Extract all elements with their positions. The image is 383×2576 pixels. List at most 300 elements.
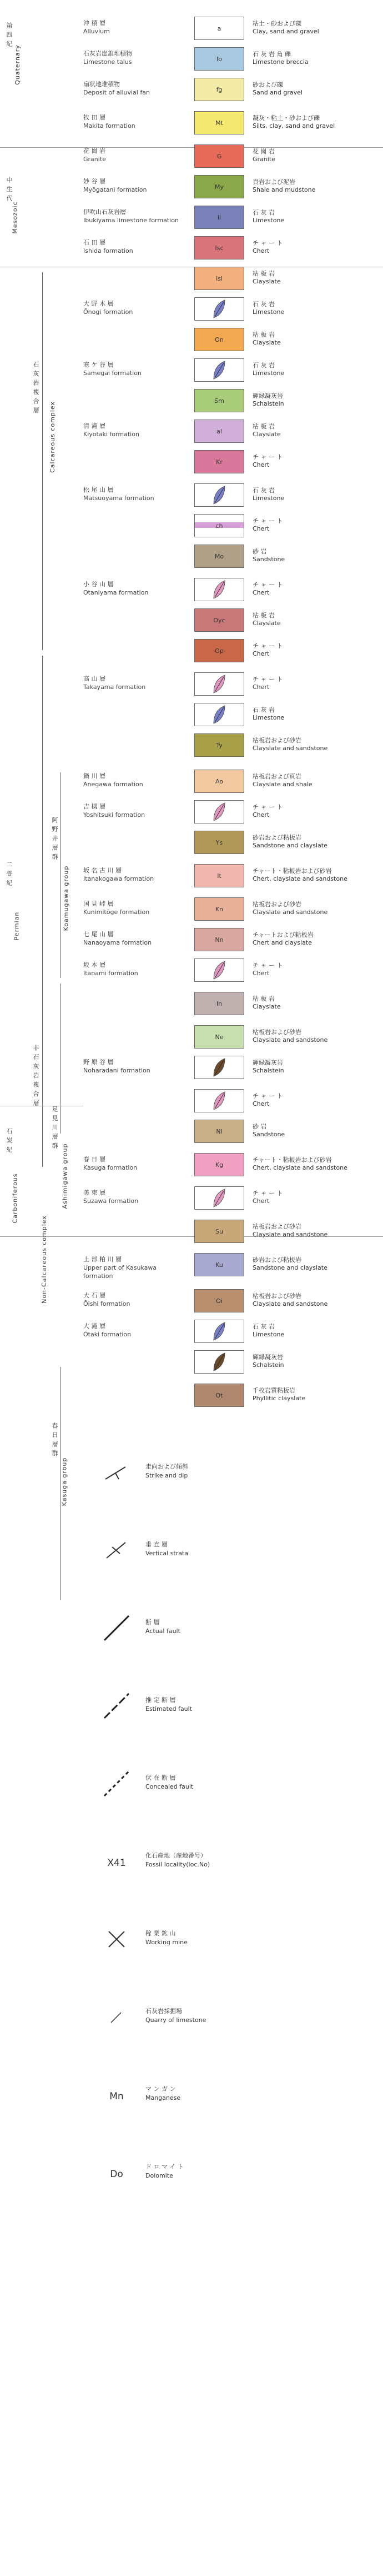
- unit-color-box: [194, 483, 244, 507]
- lithology-en: Shale and mudstone: [253, 186, 316, 193]
- rock-pattern-icon: [195, 1351, 244, 1373]
- unit-name-jp: 高 山 層: [83, 675, 105, 682]
- unit-color-box: [194, 992, 244, 1015]
- lithology: [253, 548, 380, 563]
- concealed-fault-icon: [100, 1767, 133, 1800]
- unit-code: Oi: [216, 1297, 223, 1305]
- unit-name-jp: 美 束 層: [83, 1189, 105, 1196]
- period-carboniferous-en: Carboniferous: [11, 1173, 19, 1224]
- lithology: [253, 1156, 380, 1172]
- lithology-en: Schalstein: [253, 400, 284, 407]
- symbol-jp: 推 定 断 層: [145, 1696, 176, 1704]
- lithology-en: Limestone: [253, 217, 285, 224]
- unit-color-box: [194, 831, 244, 854]
- lithology-en: Clayslate: [253, 278, 281, 285]
- bracket-line: [42, 656, 43, 1167]
- unit-color-box: [194, 897, 244, 921]
- unit-color-box: [194, 1186, 244, 1210]
- unit-name: [83, 299, 183, 316]
- lithology-en: Limestone: [253, 308, 285, 316]
- unit-color-box: [194, 78, 244, 101]
- unit-code: Ys: [215, 838, 223, 846]
- unit-code: Nl: [216, 1127, 223, 1135]
- unit-name-en: Ibukiyama limestone formation: [83, 217, 179, 224]
- unit-name-jp: 小 谷 山 層: [83, 581, 114, 588]
- unit-color-box: [194, 672, 244, 696]
- unit-name-jp: 清 滝 層: [83, 422, 105, 430]
- symbol-en: Actual fault: [145, 1628, 180, 1635]
- unit-color-box: [194, 144, 244, 168]
- lithology-en: Limestone breccia: [253, 58, 309, 66]
- lithology: [253, 995, 380, 1011]
- lithology: [253, 114, 380, 130]
- unit-name-en: Itanakogawa formation: [83, 875, 154, 882]
- rock-pattern-icon: [195, 578, 244, 601]
- unit-name-en: Upper part of Kasukawa formation: [83, 1264, 157, 1280]
- unit-name-jp: 吉 槻 層: [83, 803, 105, 810]
- unit-name-jp: 花 崗 岩: [83, 147, 105, 154]
- symbol-jp: マ ン ガ ン: [145, 2085, 176, 2093]
- lithology: [253, 178, 380, 194]
- lithology-jp: 粘板岩および砂岩: [253, 1223, 301, 1230]
- lithology-jp: 粘 板 岩: [253, 612, 275, 619]
- lithology-jp: 石 灰 岩: [253, 487, 275, 494]
- lithology: [253, 612, 380, 627]
- unit-code: Mo: [214, 552, 224, 560]
- lithology: [253, 453, 380, 469]
- unit-color-box: [194, 608, 244, 632]
- mn-label: Mn: [109, 2091, 124, 2102]
- unit-code: Ii: [217, 213, 221, 221]
- unit-name-en: Takayama formation: [83, 683, 146, 691]
- unit-color-box: [194, 389, 244, 412]
- unit-name-jp: 坂 本 層: [83, 961, 105, 969]
- dip-tick: [115, 1473, 119, 1479]
- lithology: [253, 581, 380, 597]
- rock-pattern-icon: [195, 1056, 244, 1079]
- unit-name-jp: 牧 田 層: [83, 114, 105, 121]
- unit-color-box: [194, 800, 244, 823]
- symbol-en: Dolomite: [145, 2172, 173, 2179]
- rock-pattern-icon: [195, 1320, 244, 1342]
- symbol-jp: 走向および傾斜: [145, 1463, 188, 1470]
- lithology-jp: チ ャ ー ト: [253, 239, 283, 247]
- group-calcareous-en: Calcareous complex: [48, 401, 56, 473]
- fault-line: [104, 1616, 129, 1640]
- unit-color-box: [194, 770, 244, 793]
- unit-name-jp: 寒 ケ 谷 層: [83, 361, 114, 368]
- unit-color-box: [194, 545, 244, 568]
- lithology-en: Silts, clay, sand and gravel: [253, 122, 335, 129]
- unit-code: Ot: [215, 1391, 223, 1399]
- quarry-line: [111, 2013, 121, 2023]
- unit-code: Isl: [215, 274, 223, 282]
- unit-name: [83, 238, 183, 255]
- lithology: [253, 706, 380, 722]
- lithology-en: Chert and clayslate: [253, 939, 312, 946]
- unit-name-en: Granite: [83, 156, 106, 163]
- quarry-icon: [100, 2000, 133, 2034]
- unit-name-jp: 春 日 層: [83, 1156, 105, 1163]
- fault-line-dashed: [104, 1694, 129, 1718]
- fault-line-dotted: [104, 1771, 129, 1796]
- lithology: [253, 962, 380, 977]
- unit-color-box: [194, 236, 244, 259]
- lithology: [253, 834, 380, 850]
- lithology-en: Clayslate and sandstone: [253, 745, 328, 752]
- lithology-jp: 石 灰 岩 角 礫: [253, 51, 291, 58]
- unit-name-jp: 大 野 木 層: [83, 300, 114, 307]
- symbol-en: Vertical strata: [145, 1550, 189, 1557]
- symbol-row: [0, 2078, 383, 2123]
- unit-name-en: Noharadani formation: [83, 1067, 150, 1074]
- lithology-jp: チ ャ ー ト: [253, 676, 283, 683]
- lithology-en: Chert: [253, 1100, 270, 1107]
- lithology: [253, 1190, 380, 1205]
- symbol-jp: 化石産地（産地番号）: [145, 1852, 206, 1859]
- lithology: [253, 209, 380, 224]
- unit-code: fg: [216, 86, 223, 93]
- unit-name: [83, 1058, 183, 1075]
- quarry-symbol: [100, 2000, 133, 2034]
- fault-icon: [100, 1611, 133, 1645]
- unit-code: Isc: [215, 244, 224, 252]
- mine-symbol: [100, 1923, 133, 1956]
- symbol-row: [0, 1923, 383, 1967]
- unit-color-box: [194, 1153, 244, 1176]
- mn-symbol: [100, 2078, 133, 2111]
- lithology-jp: チャート・粘板岩および砂岩: [253, 867, 332, 875]
- lithology-jp: 石 灰 岩: [253, 209, 275, 216]
- lithology-en: Clayslate and sandstone: [253, 1300, 328, 1307]
- lithology-en: Chert: [253, 811, 270, 818]
- symbol-en: Strike and dip: [145, 1472, 188, 1479]
- unit-color-box: [194, 514, 244, 537]
- unit-color-box: [194, 1120, 244, 1143]
- lithology-en: Chert, clayslate and sandstone: [253, 1164, 347, 1171]
- lithology: [253, 20, 380, 36]
- lithology-jp: 石 灰 岩: [253, 301, 275, 308]
- lithology-jp: チ ャ ー ト: [253, 517, 283, 525]
- lithology-en: Clayslate and shale: [253, 781, 313, 788]
- unit-code: Kn: [215, 905, 224, 913]
- lithology-jp: 砂 岩: [253, 1123, 267, 1130]
- lithology-en: Clayslate and sandstone: [253, 908, 328, 916]
- symbol-description: [145, 1618, 180, 1636]
- lithology-jp: チ ャ ー ト: [253, 1092, 283, 1100]
- lithology-jp: 粘 板 岩: [253, 270, 275, 277]
- unit-code: Ne: [215, 1033, 224, 1041]
- unit-name: [83, 1155, 183, 1172]
- unit-name-jp: 沖 積 層: [83, 19, 105, 27]
- lithology-jp: 輝緑凝灰岩: [253, 392, 283, 400]
- lithology-jp: チ ャ ー ト: [253, 1190, 283, 1197]
- lithology-en: Chert, clayslate and sandstone: [253, 875, 347, 882]
- unit-color-box: [194, 703, 244, 726]
- unit-name: [83, 80, 183, 97]
- unit-name-en: Otaniyama formation: [83, 589, 149, 596]
- lithology-en: Limestone: [253, 714, 285, 721]
- lithology-jp: 粘板岩および砂岩: [253, 1292, 301, 1300]
- lithology-en: Limestone: [253, 495, 285, 502]
- symbol-jp: ド ロ マ イ ト: [145, 2163, 184, 2170]
- lithology-en: Schalstein: [253, 1361, 284, 1369]
- do-symbol: [100, 2156, 133, 2189]
- lithology-jp: 粘板岩および頁岩: [253, 773, 301, 780]
- unit-color-box: [194, 206, 244, 229]
- group-kasuga-en: Kasuga group: [61, 1457, 68, 1506]
- lithology: [253, 239, 380, 255]
- symbol-jp: 垂 直 層: [145, 1541, 168, 1548]
- lithology: [253, 362, 380, 377]
- lithology-en: Chert: [253, 589, 270, 596]
- lithology-jp: チャート・粘板岩および砂岩: [253, 1156, 332, 1164]
- group-koamugawa-en: Koamugawa group: [62, 865, 70, 931]
- unit-name-en: Ōtaki formation: [83, 1331, 132, 1338]
- unit-code: Ty: [216, 741, 223, 749]
- lithology-en: Sandstone: [253, 1131, 285, 1138]
- lithology-jp: 砂および礫: [253, 81, 283, 88]
- symbol-row: [0, 2000, 383, 2045]
- unit-name: [83, 147, 183, 163]
- unit-name-en: Itanami formation: [83, 970, 138, 977]
- unit-name: [83, 49, 183, 66]
- period-permian-jp: 二 畳 紀: [6, 861, 13, 886]
- fault-symbol: [100, 1611, 133, 1645]
- lithology: [253, 331, 380, 347]
- unit-name: [83, 177, 183, 194]
- unit-name-en: Samegai formation: [83, 370, 142, 377]
- lithology-jp: 輝緑凝灰岩: [253, 1059, 283, 1066]
- symbol-row: [0, 1456, 383, 1500]
- lithology-jp: チ ャ ー ト: [253, 803, 283, 811]
- unit-name-jp: 石 田 層: [83, 239, 105, 246]
- unit-code: Sm: [214, 397, 224, 405]
- symbol-description: [145, 1851, 210, 1869]
- symbol-en: Estimated fault: [145, 1705, 193, 1713]
- unit-name: [83, 361, 183, 377]
- lithology: [253, 270, 380, 286]
- lithology: [253, 1387, 380, 1402]
- unit-name-en: Deposit of alluvial fan: [83, 89, 150, 96]
- lithology-en: Schalstein: [253, 1067, 284, 1074]
- unit-name: [83, 113, 183, 130]
- group-koamugawa-jp: 阿 野 井 層 群: [51, 817, 58, 860]
- unit-color-box: [194, 47, 244, 71]
- unit-name-en: Alluvium: [83, 28, 110, 35]
- unit-name-en: Ōnogi formation: [83, 308, 133, 316]
- symbol-jp: 稼 業 鉱 山: [145, 1930, 176, 1937]
- symbol-row: [0, 1611, 383, 1656]
- lithology-jp: 輝緑凝灰岩: [253, 1354, 283, 1361]
- unit-name: [83, 422, 183, 438]
- lithology-en: Clayslate and sandstone: [253, 1036, 328, 1044]
- symbol-description: [145, 2085, 180, 2103]
- symbol-row: [0, 2156, 383, 2200]
- symbol-row: [0, 1845, 383, 1889]
- symbol-description: [145, 2163, 184, 2180]
- symbol-jp: 伏 在 断 層: [145, 1774, 176, 1781]
- period-quaternary-en: Quaternary: [13, 44, 21, 85]
- unit-color-box: [194, 864, 244, 887]
- unit-color-box: [194, 111, 244, 134]
- unit-name: [83, 208, 183, 224]
- unit-name-jp: 伊吹山石灰岩層: [83, 208, 126, 216]
- unit-color-box: [194, 733, 244, 757]
- lithology-jp: 粘 板 岩: [253, 995, 275, 1002]
- rock-pattern-icon: [195, 484, 244, 506]
- fossil-symbol: [100, 1845, 133, 1878]
- symbol-description: [145, 1696, 192, 1714]
- unit-code: Mt: [215, 119, 223, 127]
- lithology: [253, 148, 380, 163]
- group-noncalc-en: Non-Calcareous complex: [40, 1215, 48, 1304]
- lithology-jp: 粘土・砂および礫: [253, 20, 301, 27]
- lithology: [253, 773, 380, 788]
- symbol-en: Quarry of limestone: [145, 2016, 206, 2024]
- unit-color-box: [194, 297, 244, 321]
- unit-name-en: Kasuga formation: [83, 1164, 138, 1171]
- unit-name: [83, 930, 183, 947]
- rock-pattern-icon: [195, 359, 244, 381]
- lithology: [253, 867, 380, 883]
- lithology-jp: 砂岩および粘板岩: [253, 834, 301, 841]
- lithology-jp: チ ャ ー ト: [253, 453, 283, 461]
- unit-name-en: Matsuoyama formation: [83, 495, 154, 502]
- unit-code: In: [216, 1000, 223, 1007]
- unit-color-box: [194, 267, 244, 290]
- lithology: [253, 1029, 380, 1044]
- unit-name-jp: 七 尾 山 層: [83, 931, 114, 938]
- rock-pattern-icon: [195, 1187, 244, 1209]
- unit-color-box: [194, 578, 244, 601]
- mn-icon: [100, 2078, 133, 2111]
- unit-name-jp: 大 石 層: [83, 1292, 105, 1299]
- unit-name: [83, 961, 183, 977]
- symbol-jp: 石灰岩採掘場: [145, 2008, 182, 2015]
- rock-pattern-icon: [195, 298, 244, 320]
- symbol-description: [145, 1929, 188, 1947]
- unit-name-en: Limestone talus: [83, 58, 132, 66]
- unit-color-box: [194, 639, 244, 662]
- lithology-jp: 花 崗 岩: [253, 148, 275, 155]
- symbol-row: [0, 1767, 383, 1811]
- rock-pattern-icon: [195, 703, 244, 726]
- fossil-label: X41: [107, 1858, 126, 1869]
- group-calcareous-jp: 石 灰 岩 複 合 層: [32, 361, 39, 414]
- lithology-jp: チ ャ ー ト: [253, 642, 283, 650]
- unit-code: Ao: [215, 777, 224, 785]
- unit-color-box: [194, 928, 244, 951]
- period-quaternary-jp: 第 四 紀: [6, 22, 13, 47]
- lithology: [253, 737, 380, 752]
- lithology-en: Sandstone and clayslate: [253, 1264, 327, 1271]
- unit-name-en: Kunimitōge formation: [83, 908, 150, 916]
- lithology-en: Sandstone and clayslate: [253, 842, 327, 849]
- lithology: [253, 1123, 380, 1139]
- lithology-jp: 粘 板 岩: [253, 423, 275, 430]
- lithology-en: Limestone: [253, 370, 285, 377]
- lithology-jp: 粘板岩および砂岩: [253, 1029, 301, 1036]
- unit-name-en: Ishida formation: [83, 247, 133, 254]
- lithology-en: Chert: [253, 247, 270, 254]
- unit-color-box: [194, 1025, 244, 1049]
- rock-pattern-icon: [195, 959, 244, 981]
- unit-name-en: Ōishi formation: [83, 1300, 130, 1307]
- unit-name: [83, 19, 183, 36]
- lithology-en: Clayslate and sandstone: [253, 1231, 328, 1238]
- unit-code: Su: [215, 1227, 223, 1235]
- unit-code: ch: [215, 522, 223, 530]
- bracket-line: [42, 272, 43, 650]
- symbol-description: [145, 1774, 193, 1791]
- period-carboniferous-jp: 石 炭 紀: [6, 1128, 13, 1153]
- lithology: [253, 1292, 380, 1308]
- unit-code: a: [217, 24, 221, 32]
- unit-name: [83, 866, 183, 883]
- lithology-jp: 石 灰 岩: [253, 1323, 275, 1330]
- unit-name-jp: 国 見 峠 層: [83, 900, 114, 907]
- unit-name: [83, 1322, 183, 1339]
- unit-code: Ku: [215, 1261, 223, 1269]
- lithology: [253, 1323, 380, 1339]
- lithology-en: Clayslate: [253, 1003, 281, 1010]
- unit-color-box: [194, 1320, 244, 1343]
- unit-name: [83, 486, 183, 502]
- rock-pattern-icon: [195, 801, 244, 823]
- unit-name-jp: 松 尾 山 層: [83, 486, 114, 493]
- unit-name: [83, 580, 183, 597]
- unit-name-en: Nanaoyama formation: [83, 939, 152, 946]
- lithology-en: Chert: [253, 650, 270, 657]
- lithology: [253, 1223, 380, 1239]
- strike-dip-icon: [100, 1456, 133, 1489]
- lithology: [253, 487, 380, 502]
- symbol-row: [0, 1689, 383, 1734]
- lithology-jp: チ ャ ー ト: [253, 962, 283, 969]
- symbol-description: [145, 1462, 188, 1480]
- lithology-en: Granite: [253, 156, 275, 163]
- symbol-row: [0, 1534, 383, 1578]
- unit-name: [83, 900, 183, 916]
- unit-name: [83, 802, 183, 819]
- unit-name-en: Makita formation: [83, 122, 135, 129]
- lithology-en: Chert: [253, 461, 270, 468]
- lithology-en: Clayslate: [253, 339, 281, 346]
- lithology: [253, 51, 380, 66]
- lithology-jp: チ ャ ー ト: [253, 581, 283, 588]
- group-noncalc-jp: 非 石 灰 岩 複 合 層: [32, 1045, 39, 1106]
- lithology-en: Sandstone: [253, 556, 285, 563]
- bracket-line: [60, 772, 61, 978]
- lithology: [253, 301, 380, 316]
- lithology: [253, 931, 380, 947]
- period-mesozoic-jp: 中 生 代: [6, 177, 13, 202]
- lithology: [253, 803, 380, 819]
- vertical-icon: [100, 1534, 133, 1567]
- bracket-line: [60, 984, 61, 1134]
- lithology: [253, 1092, 380, 1108]
- unit-color-box: [194, 1056, 244, 1079]
- group-ashimigawa-en: Ashimigawa group: [61, 1143, 69, 1209]
- concealed-fault-symbol: [100, 1767, 133, 1800]
- unit-color-box: [194, 1350, 244, 1374]
- lithology-jp: 石 灰 岩: [253, 706, 275, 713]
- lithology: [253, 901, 380, 916]
- unit-name: [83, 1255, 183, 1280]
- lithology-en: Phyllitic clayslate: [253, 1395, 306, 1402]
- symbol-en: Fossil locality(loc.No): [145, 1861, 210, 1868]
